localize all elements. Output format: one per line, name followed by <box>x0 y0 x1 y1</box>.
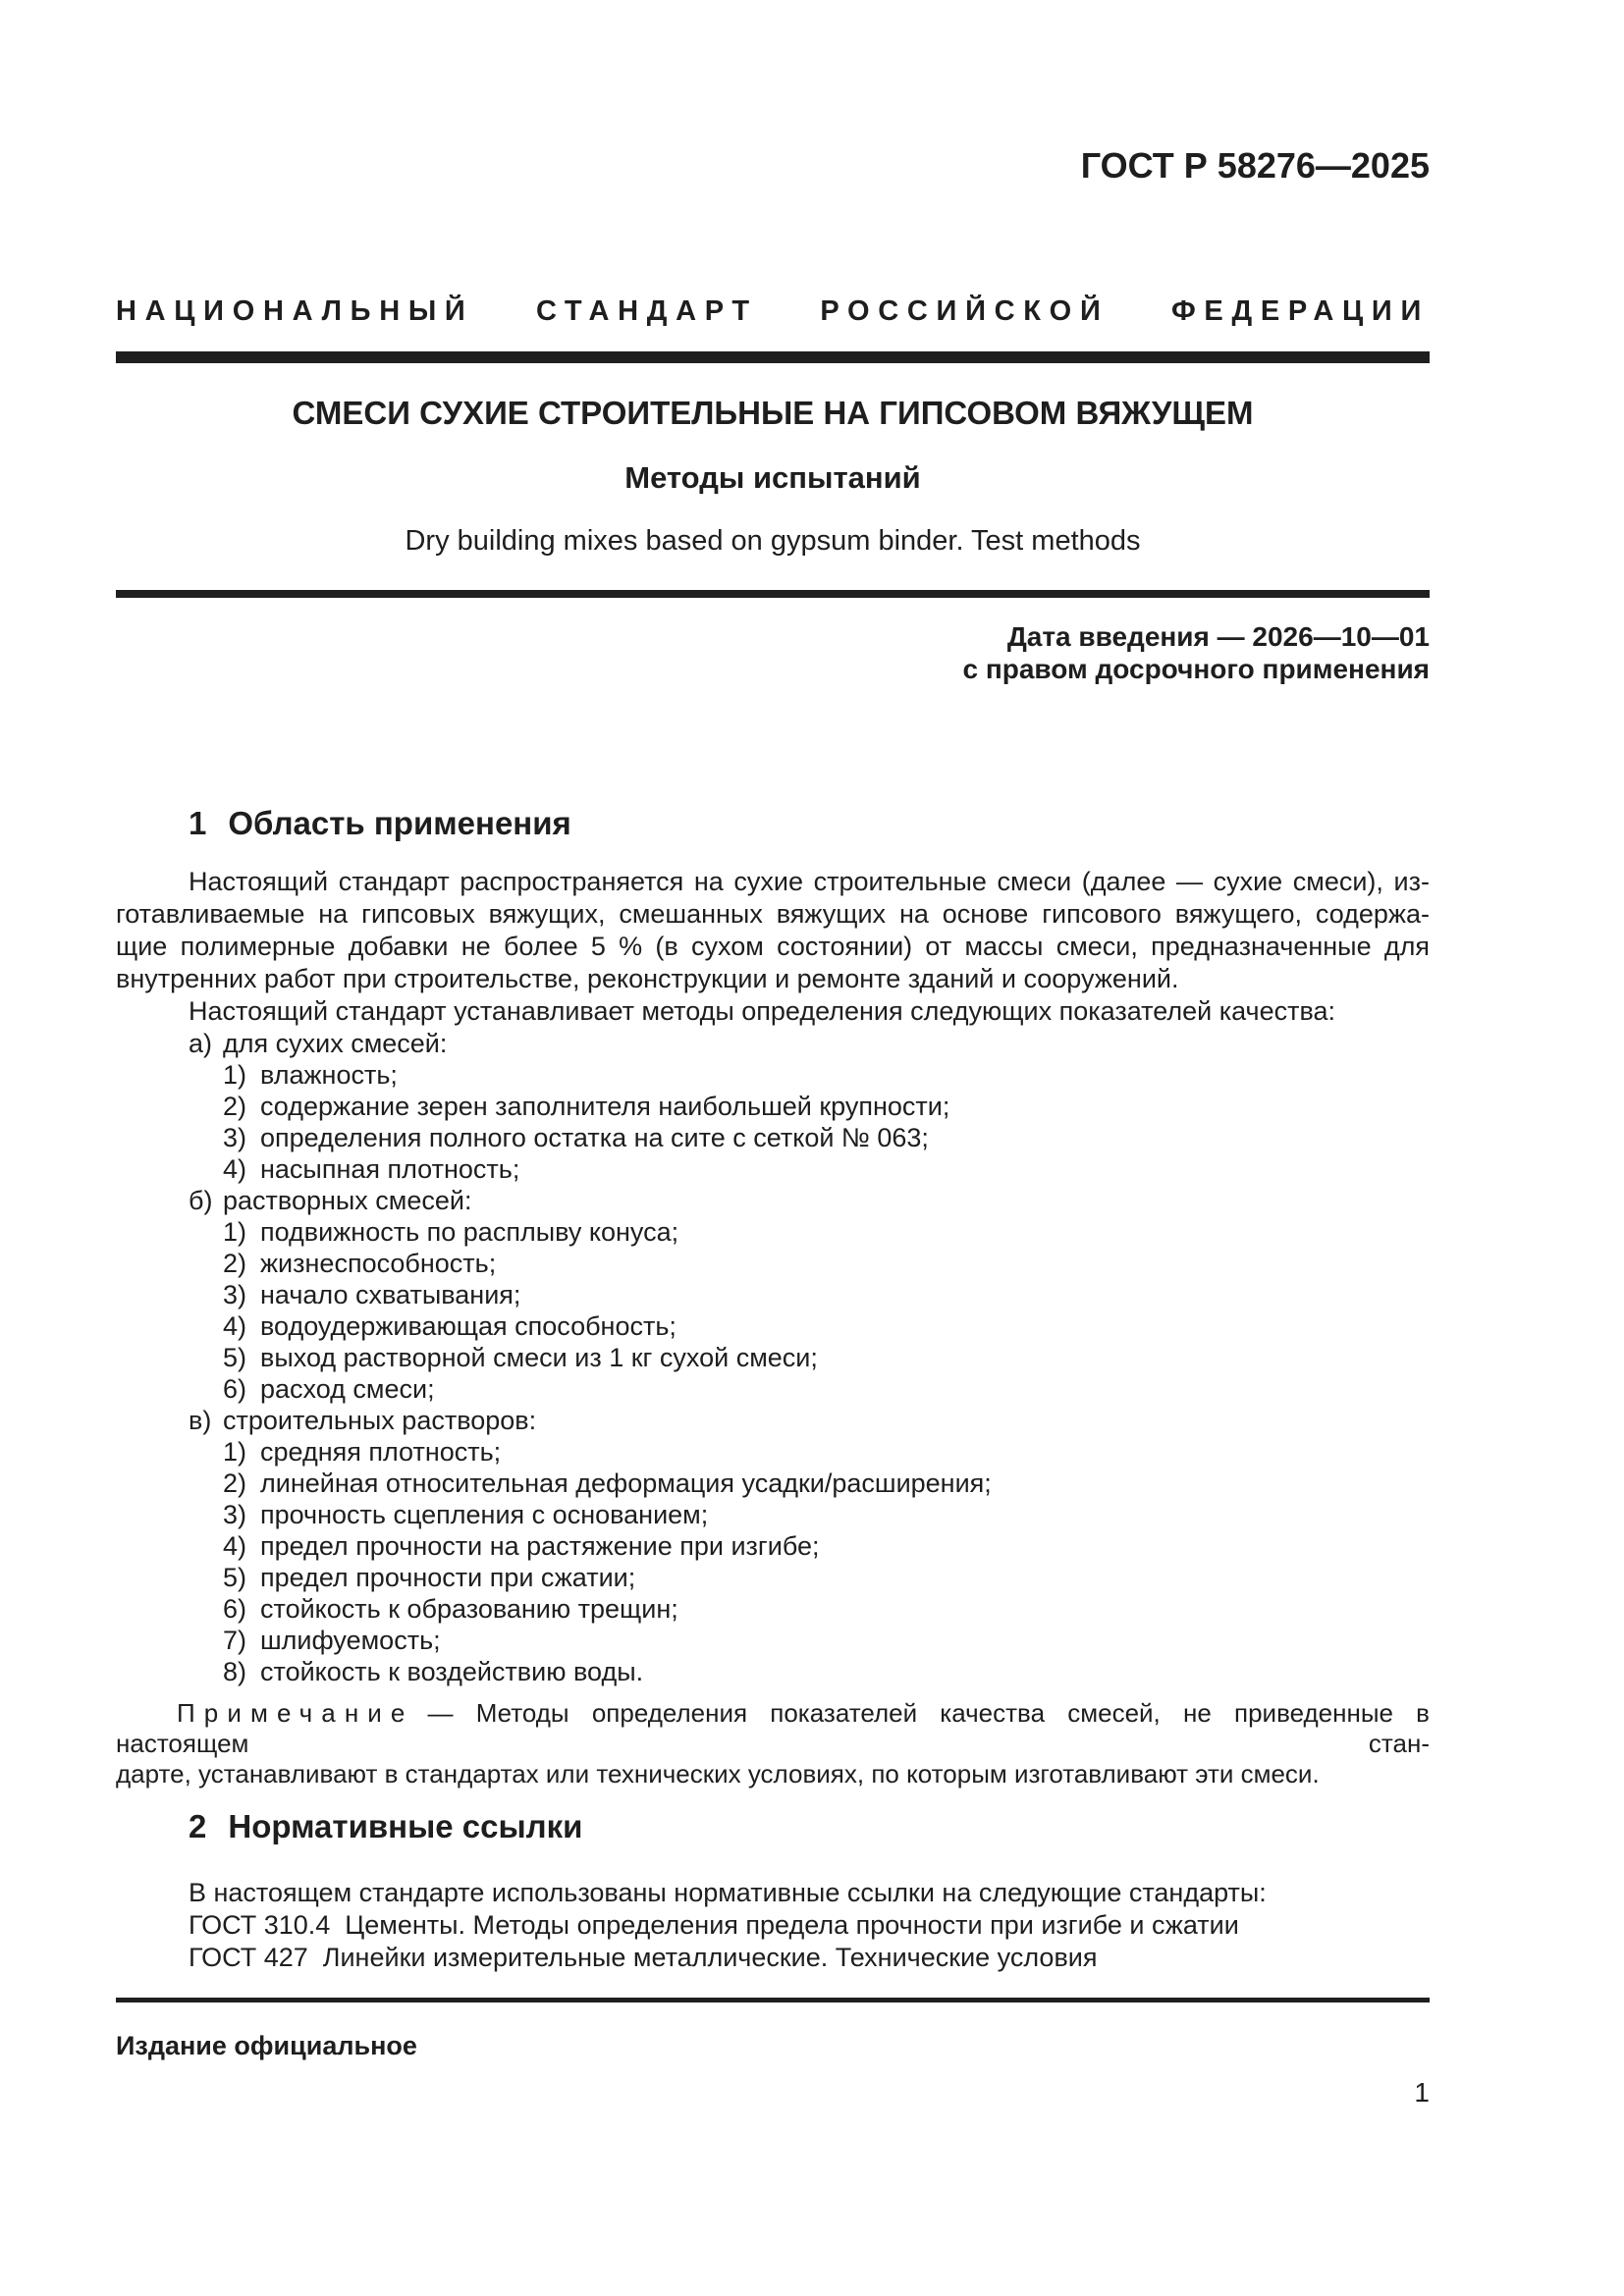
section-1-heading <box>116 805 1430 842</box>
quality-indicators-list <box>116 1028 1430 1687</box>
scope-intro-line: Настоящий стандарт устанавливает методы определения следующих показателей качества: <box>189 996 1336 1026</box>
list-item-text: жизнеспособность; <box>260 1249 497 1278</box>
list-item-text: содержание зерен заполнителя наибольшей крупности; <box>260 1092 950 1121</box>
list-item-label: 5) <box>223 1563 247 1592</box>
list-item <box>116 1028 1430 1059</box>
list-item-label: 3) <box>223 1123 247 1152</box>
list-item-label: 6) <box>223 1594 247 1624</box>
title-rule <box>116 590 1430 598</box>
list-item-label: 1) <box>223 1437 247 1467</box>
section-2-heading <box>116 1808 1430 1845</box>
list-item-label: 6) <box>223 1374 247 1404</box>
references-block <box>116 1877 1430 1974</box>
list-item <box>116 1279 1430 1310</box>
list-item-label: 3) <box>223 1500 247 1529</box>
list-item <box>116 1530 1430 1562</box>
section-2-number: 2 <box>189 1808 207 1844</box>
list-item-text: расход смеси; <box>260 1374 435 1404</box>
list-item <box>116 1248 1430 1279</box>
list-item-text: стойкость к воздействию воды. <box>260 1657 644 1686</box>
list-item-text: водоудерживающая способность; <box>260 1311 677 1341</box>
list-item <box>116 1153 1430 1185</box>
list-item-label: 2) <box>223 1249 247 1278</box>
list-item-text: линейная относительная деформация усадки/расширения; <box>260 1468 992 1498</box>
list-item-label: 4) <box>223 1311 247 1341</box>
list-item <box>116 1059 1430 1091</box>
list-item-label: 8) <box>223 1657 247 1686</box>
reference-item: ГОСТ 310.4 Цементы. Методы определения предела прочности при изгибе и сжатии <box>189 1910 1239 1940</box>
list-item <box>116 1310 1430 1342</box>
doc-title-english: Dry building mixes based on gypsum binder. Test methods <box>405 525 1141 557</box>
list-item-text: предел прочности на растяжение при изгибе; <box>260 1531 820 1561</box>
list-item <box>116 1436 1430 1468</box>
list-item-text: выход растворной смеси из 1 кг сухой смеси; <box>260 1343 818 1372</box>
list-item-label: 2) <box>223 1468 247 1498</box>
effective-date: Дата введения — 2026—10—01 <box>1006 621 1430 652</box>
reference-item: ГОСТ 427 Линейки измерительные металлические. Технические условия <box>189 1943 1098 1972</box>
list-item <box>116 1373 1430 1405</box>
note-first-line <box>116 1698 1430 1759</box>
list-item-label: 1) <box>223 1060 247 1090</box>
list-item-label: 1) <box>223 1217 247 1247</box>
list-item-text: шлифуемость; <box>260 1626 441 1655</box>
list-item <box>116 1405 1430 1436</box>
doc-title: СМЕСИ СУХИЕ СТРОИТЕЛЬНЫЕ НА ГИПСОВОМ ВЯЖУЩЕМ <box>292 395 1254 431</box>
list-item <box>116 1468 1430 1499</box>
list-item-label: 5) <box>223 1343 247 1372</box>
references-intro: В настоящем стандарте использованы нормативные ссылки на следующие стандарты: <box>189 1878 1267 1907</box>
early-application-note: с правом досрочного применения <box>962 654 1430 684</box>
scope-paragraph-line: готавливаемые на гипсовых вяжущих, смешанных вяжущих на основе гипсового вяжущего, содержа- <box>116 899 1430 929</box>
section-1-title: Область применения <box>228 805 571 841</box>
list-item-text: влажность; <box>260 1060 398 1090</box>
list-item-text: прочность сцепления с основанием; <box>260 1500 709 1529</box>
list-item-label: 4) <box>223 1154 247 1184</box>
list-item <box>116 1562 1430 1593</box>
edition-label: Издание официальное <box>116 2031 417 2060</box>
section-1-number: 1 <box>189 805 207 841</box>
list-item-text: средняя плотность; <box>260 1437 502 1467</box>
list-item-text: начало схватывания; <box>260 1280 521 1309</box>
scope-paragraph-line: Настоящий стандарт распространяется на сухие строительные смеси (далее — сухие смеси), из- <box>189 867 1430 896</box>
list-item <box>116 1185 1430 1216</box>
list-item-label: 2) <box>223 1092 247 1121</box>
list-item <box>116 1216 1430 1248</box>
list-item-text: строительных растворов: <box>223 1406 537 1435</box>
list-item-text: определения полного остатка на сите с сеткой № 063; <box>260 1123 929 1152</box>
list-item-text: растворных смесей: <box>223 1186 472 1215</box>
scope-paragraph-line: щие полимерные добавки не более 5 % (в сухом состоянии) от массы смеси, предназначенные для <box>116 932 1430 961</box>
list-item-label: 3) <box>223 1280 247 1309</box>
list-item-label: а) <box>189 1029 213 1058</box>
doc-code: ГОСТ Р 58276—2025 <box>1080 145 1430 186</box>
footer-rule <box>116 1998 1430 2002</box>
top-rule <box>116 351 1430 363</box>
note-second-line: дарте, устанавливают в стандартах или технических условиях, по которым изготавливают эти смеси. <box>116 1759 1320 1789</box>
list-item-label: в) <box>189 1406 212 1435</box>
list-item <box>116 1499 1430 1530</box>
note-label: Примечание <box>177 1698 414 1728</box>
doc-subtitle: Методы испытаний <box>624 460 921 495</box>
scope-paragraph <box>116 866 1430 995</box>
scope-paragraph-line: внутренних работ при строительстве, реконструкции и ремонте зданий и сооружений. <box>116 964 1179 993</box>
national-standard-banner: НАЦИОНАЛЬНЫЙ СТАНДАРТ РОССИЙСКОЙ ФЕДЕРАЦИИ <box>116 295 1430 327</box>
list-item-text: стойкость к образованию трещин; <box>260 1594 678 1624</box>
introduction-date-block <box>116 620 1430 685</box>
list-item-label: б) <box>189 1186 213 1215</box>
list-item-text: насыпная плотность; <box>260 1154 520 1184</box>
list-item-label: 7) <box>223 1626 247 1655</box>
list-item <box>116 1342 1430 1373</box>
page-number: 1 <box>1414 2077 1430 2108</box>
list-item-label: 4) <box>223 1531 247 1561</box>
list-item <box>116 1656 1430 1687</box>
list-item <box>116 1091 1430 1122</box>
list-item-text: подвижность по расплыву конуса; <box>260 1217 679 1247</box>
list-item <box>116 1122 1430 1153</box>
list-item-text: для сухих смесей: <box>223 1029 448 1058</box>
list-item <box>116 1625 1430 1656</box>
section-2-title: Нормативные ссылки <box>228 1808 583 1844</box>
list-item-text: предел прочности при сжатии; <box>260 1563 636 1592</box>
note-text-line1: — Методы определения показателей качества смесей, не приведенные в настоящем стан- <box>116 1698 1430 1758</box>
note-block <box>116 1698 1430 1789</box>
list-item <box>116 1593 1430 1625</box>
